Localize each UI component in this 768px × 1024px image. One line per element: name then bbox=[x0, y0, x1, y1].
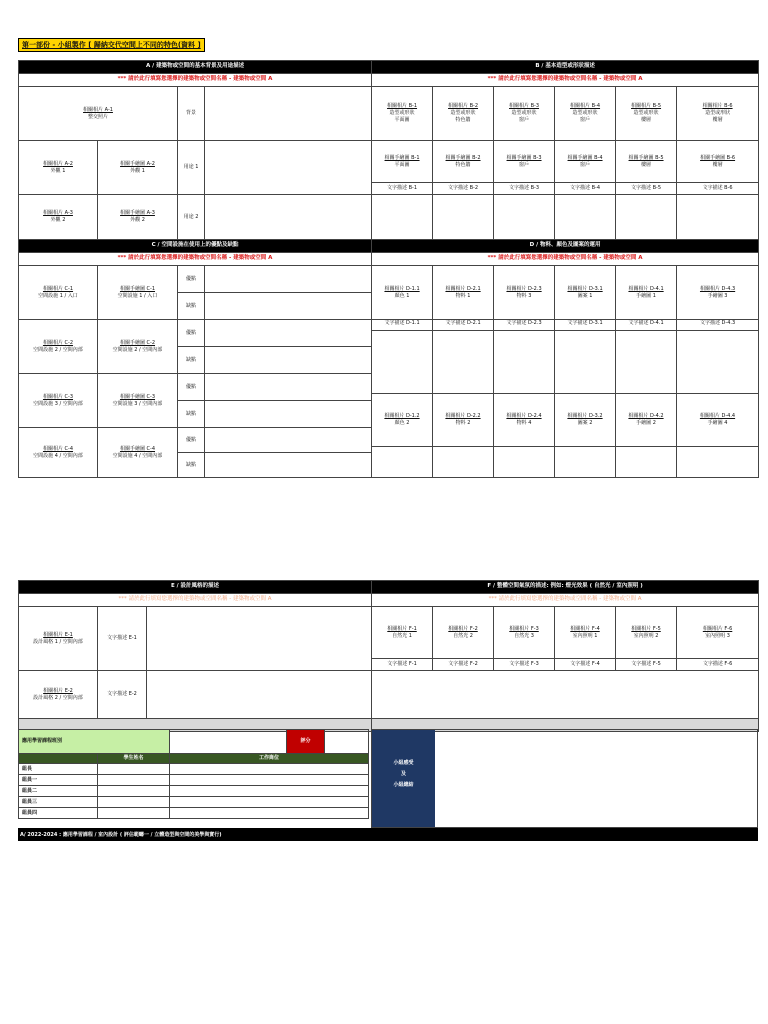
photo-d24-sub: 物料 4 bbox=[516, 420, 532, 426]
role-member-1: 組員一 bbox=[19, 775, 98, 786]
hand-b6-sub: 樓層 bbox=[712, 161, 723, 168]
hand-c4-label: 相關手繪圖 C-4 bbox=[119, 445, 156, 452]
name-field-1[interactable] bbox=[98, 775, 170, 786]
photo-f4-label: 相關相片 F-4 bbox=[570, 625, 600, 632]
photo-b4-sub: 造型或形狀 bbox=[572, 110, 598, 117]
photo-d21-sub: 物料 1 bbox=[455, 292, 471, 299]
hand-b2-sub: 特色牆 bbox=[455, 161, 471, 168]
photo-b5-sub2: 樓層 bbox=[641, 116, 652, 123]
hand-c4-sub: 空間設施 4 / 空間內部 bbox=[112, 452, 163, 459]
photo-e1-label: 相關相片 E-1 bbox=[43, 631, 73, 638]
photo-a2-sub: 外觀 1 bbox=[50, 167, 66, 174]
photo-a2-label: 相關相片 A-2 bbox=[43, 160, 73, 167]
class-label: 應用學習課程班別 bbox=[19, 730, 170, 754]
text-b1: 文字描述 B-1 bbox=[372, 183, 433, 195]
hand-b5-sub: 樓層 bbox=[641, 161, 652, 168]
role-field-1[interactable] bbox=[170, 775, 369, 786]
photo-d43[interactable] bbox=[677, 266, 759, 320]
photo-f4-sub: 室內照明 1 bbox=[572, 632, 598, 639]
photo-c3[interactable] bbox=[19, 374, 98, 428]
role-field-3[interactable] bbox=[170, 797, 369, 808]
hand-b1-sub: 平面圖 bbox=[394, 161, 410, 168]
use-1-field[interactable] bbox=[205, 141, 372, 195]
c3-con-label: 缺點 bbox=[178, 401, 205, 428]
photo-d24[interactable] bbox=[494, 394, 555, 447]
photo-b1-label: 相關相片 B-1 bbox=[387, 103, 418, 110]
text-b6-field[interactable] bbox=[677, 195, 759, 240]
role-field-0[interactable] bbox=[170, 764, 369, 775]
photo-d23[interactable] bbox=[494, 266, 555, 320]
photo-b2[interactable] bbox=[433, 87, 494, 141]
photo-a1[interactable] bbox=[19, 87, 178, 141]
photo-c3-sub: 空間設施 3 / 空間內部 bbox=[33, 400, 83, 407]
section-a-header: A / 建築物或空間的基本背景及用途描述 bbox=[19, 61, 372, 74]
reflection-label-1: 小組感受 bbox=[393, 760, 414, 766]
photo-c4[interactable] bbox=[19, 428, 98, 478]
text-f3: 文字描述 F-3 bbox=[494, 659, 555, 671]
photo-d41[interactable] bbox=[616, 266, 677, 320]
photo-d42-label: 相關相片 D-4.2 bbox=[628, 413, 664, 420]
photo-b3-sub: 造型或形狀 bbox=[511, 110, 537, 117]
hand-a2-label: 相關手繪圖 A-2 bbox=[120, 160, 155, 167]
photo-d44-label: 相關相片 D-4.4 bbox=[699, 413, 736, 420]
c2-pro-label: 優點 bbox=[178, 320, 205, 347]
text-b1-field[interactable] bbox=[372, 195, 433, 240]
role-leader: 組長 bbox=[19, 764, 98, 775]
role-member-2: 組員二 bbox=[19, 786, 98, 797]
c2-con-field[interactable] bbox=[205, 347, 372, 374]
hand-a2[interactable] bbox=[98, 141, 178, 195]
c4-con-field[interactable] bbox=[205, 453, 372, 478]
hand-b2-label: 相關手繪圖 B-2 bbox=[445, 154, 481, 161]
photo-a2[interactable] bbox=[19, 141, 98, 195]
text-b2-field[interactable] bbox=[433, 195, 494, 240]
hand-c3[interactable] bbox=[98, 374, 178, 428]
photo-f5[interactable] bbox=[616, 607, 677, 659]
page-title: 第一部份 - 小組製作 [ 歸納交代空間上不同的特色(資料 ] bbox=[18, 38, 205, 52]
photo-f2-label: 相關相片 F-2 bbox=[448, 625, 478, 632]
photo-b6-label: 相關相片 B-6 bbox=[702, 103, 733, 110]
photo-b6-sub: 造型或形狀 bbox=[705, 110, 731, 117]
use-2-field[interactable] bbox=[205, 195, 372, 240]
photo-b3[interactable] bbox=[494, 87, 555, 141]
hand-a3[interactable] bbox=[98, 195, 178, 240]
photo-d42-sub: 手繪圖 2 bbox=[636, 420, 656, 426]
hand-a2-sub: 外觀 1 bbox=[130, 167, 145, 174]
team-table bbox=[18, 729, 369, 819]
c4-pro-label: 優點 bbox=[178, 428, 205, 453]
photo-d44[interactable] bbox=[677, 394, 759, 447]
section-c-header: C / 空間設施在使用上的優點及缺點 bbox=[19, 240, 372, 253]
photo-b1-sub: 造型或形狀 bbox=[389, 110, 415, 117]
hand-b4-sub: 窗戶 bbox=[580, 161, 591, 168]
photo-a3[interactable] bbox=[19, 195, 98, 240]
d-photo-row-2 bbox=[371, 393, 759, 447]
photo-c4-sub: 空間設施 4 / 空間內部 bbox=[33, 452, 83, 459]
c2-con-label: 缺點 bbox=[178, 347, 205, 374]
text-f-field[interactable] bbox=[372, 671, 759, 719]
hand-b3-label: 相關手繪圖 B-3 bbox=[506, 154, 542, 161]
photo-b1-sub2: 平面圖 bbox=[394, 116, 410, 123]
photo-d12[interactable] bbox=[372, 394, 433, 447]
reflection-box[interactable] bbox=[371, 729, 758, 828]
hand-b6-label: 相關手繪圖 B-6 bbox=[700, 154, 736, 161]
photo-f6[interactable] bbox=[677, 607, 759, 659]
photo-b3-sub2: 窗戶 bbox=[519, 116, 530, 123]
photo-a3-sub: 外觀 2 bbox=[50, 217, 66, 223]
photo-e2-label: 相關相片 E-2 bbox=[43, 687, 73, 694]
photo-d41-sub: 手繪圖 1 bbox=[636, 292, 656, 299]
photo-b6[interactable] bbox=[677, 87, 759, 141]
hand-b1[interactable] bbox=[372, 141, 433, 183]
text-b6: 文字描述 B-6 bbox=[677, 183, 759, 195]
text-b3: 文字描述 B-3 bbox=[494, 183, 555, 195]
photo-d31-sub: 圖案 1 bbox=[577, 292, 593, 299]
photo-d11-label: 相關相片 D-1.1 bbox=[384, 285, 420, 292]
c1-con-label: 缺點 bbox=[178, 293, 205, 320]
hand-c3-label: 相關手繪圖 C-3 bbox=[119, 393, 156, 400]
photo-f2-sub: 自然光 2 bbox=[453, 632, 473, 639]
photo-b4-sub2: 窗戶 bbox=[580, 116, 591, 123]
photo-c2[interactable] bbox=[19, 320, 98, 374]
photo-d31-label: 相關相片 D-3.1 bbox=[567, 285, 603, 292]
class-field[interactable] bbox=[170, 730, 287, 754]
text-d21-label: 文字描述 D-2.1 bbox=[433, 320, 493, 331]
c4-con-label: 缺點 bbox=[178, 453, 205, 478]
photo-d22-label: 相關相片 D-2.2 bbox=[445, 413, 481, 420]
photo-a3-label: 相關相片 A-3 bbox=[43, 210, 73, 217]
hand-b1-label: 相關手繪圖 B-1 bbox=[384, 154, 420, 161]
section-c-note[interactable]: *** 請於此行填寫您選擇的建築物或空間名稱 - 建築物或空間 A bbox=[19, 253, 372, 266]
photo-d23-sub: 物料 3 bbox=[516, 292, 532, 299]
name-field-4[interactable] bbox=[98, 808, 170, 819]
use-1-label: 用途 1 bbox=[178, 141, 205, 195]
c1-pro-label: 優點 bbox=[178, 266, 205, 293]
section-b-note[interactable]: *** 請於此行填寫您選擇的建築物或空間名稱 - 建築物或空間 A bbox=[372, 74, 759, 87]
text-f6: 文字描述 F-6 bbox=[677, 659, 759, 671]
hand-c1-sub: 空間設施 1 / 入口 bbox=[117, 292, 158, 299]
photo-d42[interactable] bbox=[616, 394, 677, 447]
photo-f3-sub: 自然光 3 bbox=[514, 632, 534, 639]
c3-pro-field[interactable] bbox=[205, 374, 372, 401]
hand-c1-label: 相關手繪圖 C-1 bbox=[119, 285, 156, 292]
bottom-table bbox=[18, 580, 759, 732]
score-label: 評分 bbox=[287, 730, 325, 754]
photo-b2-sub2: 特色牆 bbox=[455, 116, 471, 123]
hand-b6[interactable] bbox=[677, 141, 759, 183]
photo-d32-label: 相關相片 D-3.2 bbox=[567, 413, 603, 420]
photo-e2-sub: 設計風格 2 / 空間內部 bbox=[33, 694, 83, 701]
text-d41-label: 文字描述 D-4.1 bbox=[616, 320, 676, 331]
c3-pro-label: 優點 bbox=[178, 374, 205, 401]
photo-a1-sub: 整交照片 bbox=[87, 113, 108, 120]
photo-e2[interactable] bbox=[19, 671, 98, 719]
photo-d23-label: 相關相片 D-2.3 bbox=[506, 285, 542, 292]
text-e2-field[interactable] bbox=[147, 671, 372, 719]
hand-c1[interactable] bbox=[98, 266, 178, 320]
name-field-0[interactable] bbox=[98, 764, 170, 775]
text-e1-label: 文字描述 E-1 bbox=[98, 607, 147, 671]
hand-b4[interactable] bbox=[555, 141, 616, 183]
hand-c2[interactable] bbox=[98, 320, 178, 374]
role-member-4: 組員四 bbox=[19, 808, 98, 819]
photo-d41-label: 相關相片 D-4.1 bbox=[628, 285, 664, 292]
hand-c2-sub: 空間設施 2 / 空間內部 bbox=[112, 346, 163, 353]
photo-c1-sub: 空間設施 1 / 入口 bbox=[38, 292, 78, 299]
photo-c2-sub: 空間設施 2 / 空間內部 bbox=[33, 346, 83, 353]
section-a-note[interactable]: *** 請於此行填寫您選擇的建築物或空間名稱 - 建築物或空間 A bbox=[19, 74, 372, 87]
role-field-4[interactable] bbox=[170, 808, 369, 819]
photo-d21-label: 相關相片 D-2.1 bbox=[445, 285, 481, 292]
photo-c1-label: 相關相片 C-1 bbox=[42, 285, 74, 292]
photo-f6-label: 相關相片 F-6 bbox=[702, 625, 733, 632]
photo-b5-label: 相關相片 B-5 bbox=[631, 103, 662, 110]
text-b3-field[interactable] bbox=[494, 195, 555, 240]
photo-b6-sub2: 樓層 bbox=[712, 116, 723, 123]
text-b4: 文字描述 B-4 bbox=[555, 183, 616, 195]
photo-d11[interactable] bbox=[372, 266, 433, 320]
photo-c4-label: 相關相片 C-4 bbox=[42, 445, 74, 452]
photo-d24-label: 相關相片 D-2.4 bbox=[506, 413, 542, 420]
photo-d12-label: 相關相片 D-1.2 bbox=[384, 413, 420, 420]
team-corner bbox=[19, 754, 98, 764]
section-f-header: F / 整體空間氣氛的描述: 例如: 燈光效果 ( 自然光 / 室內照明 ) bbox=[372, 581, 759, 594]
photo-b3-label: 相關相片 B-3 bbox=[509, 103, 540, 110]
photo-f1[interactable] bbox=[372, 607, 433, 659]
photo-f5-label: 相關相片 F-5 bbox=[631, 625, 661, 632]
photo-f1-label: 相關相片 F-1 bbox=[387, 625, 417, 632]
hand-a3-label: 相關手繪圖 A-3 bbox=[120, 210, 155, 217]
hand-b5[interactable] bbox=[616, 141, 677, 183]
photo-d12-sub: 顏色 2 bbox=[394, 420, 410, 426]
text-b5: 文字描述 B-5 bbox=[616, 183, 677, 195]
c2-pro-field[interactable] bbox=[205, 320, 372, 347]
hand-b3[interactable] bbox=[494, 141, 555, 183]
col-student-name: 學生姓名 bbox=[98, 754, 170, 764]
hand-b4-label: 相關手繪圖 B-4 bbox=[567, 154, 603, 161]
photo-f6-sub: 室內照明 3 bbox=[705, 632, 730, 639]
photo-b4[interactable] bbox=[555, 87, 616, 141]
photo-d43-label: 相關相片 D-4.3 bbox=[699, 285, 736, 292]
photo-d44-sub: 手繪圖 4 bbox=[707, 420, 728, 426]
text-e1-field[interactable] bbox=[147, 607, 372, 671]
text-b5-field[interactable] bbox=[616, 195, 677, 240]
photo-b5-sub: 造型或形狀 bbox=[633, 110, 659, 117]
text-d31-label: 文字描述 D-3.1 bbox=[555, 320, 615, 331]
photo-f3[interactable] bbox=[494, 607, 555, 659]
text-b2: 文字描述 B-2 bbox=[433, 183, 494, 195]
col-role: 工作崗位 bbox=[170, 754, 369, 764]
photo-d21[interactable] bbox=[433, 266, 494, 320]
text-d11-label: 文字描述 D-1.1 bbox=[372, 320, 432, 331]
photo-d43-sub: 手繪圖 3 bbox=[707, 292, 728, 299]
photo-e1[interactable] bbox=[19, 607, 98, 671]
c3-con-field[interactable] bbox=[205, 401, 372, 428]
reflection-label bbox=[372, 730, 435, 827]
photo-b5[interactable] bbox=[616, 87, 677, 141]
c1-con-field[interactable] bbox=[205, 293, 372, 320]
c1-pro-field[interactable] bbox=[205, 266, 372, 293]
section-d-header: D / 物料、顏色及圖案的運用 bbox=[372, 240, 759, 253]
photo-c3-label: 相關相片 C-3 bbox=[42, 393, 74, 400]
c4-pro-field[interactable] bbox=[205, 428, 372, 453]
hand-b2[interactable] bbox=[433, 141, 494, 183]
photo-f2[interactable] bbox=[433, 607, 494, 659]
photo-a1-label: 相關相片 A-1 bbox=[83, 106, 113, 113]
photo-f4[interactable] bbox=[555, 607, 616, 659]
text-f4: 文字描述 F-4 bbox=[555, 659, 616, 671]
photo-d32-sub: 圖案 2 bbox=[577, 420, 593, 426]
photo-b4-label: 相關相片 B-4 bbox=[570, 103, 601, 110]
photo-b2-sub: 造型或形狀 bbox=[450, 110, 476, 117]
photo-e1-sub: 設計風格 1 / 空間內部 bbox=[33, 638, 83, 645]
photo-b2-label: 相關相片 B-2 bbox=[448, 103, 479, 110]
text-d23-label: 文字描述 D-2.3 bbox=[494, 320, 554, 331]
section-d-note[interactable]: *** 請於此行填寫您選擇的建築物或空間名稱 - 建築物或空間 A bbox=[372, 253, 759, 266]
text-d43-label: 文字描述 D-4.3 bbox=[677, 320, 758, 331]
section-e-note[interactable]: *** 請於此行填寫您選擇的建築物或空間名稱 - 建築物或空間 A bbox=[19, 594, 372, 607]
hand-c3-sub: 空間設施 3 / 空間內部 bbox=[112, 400, 163, 407]
photo-d22-sub: 物料 2 bbox=[455, 420, 471, 426]
photo-c1[interactable] bbox=[19, 266, 98, 320]
hand-b3-sub: 窗戶 bbox=[519, 161, 530, 168]
role-field-2[interactable] bbox=[170, 786, 369, 797]
photo-b1[interactable] bbox=[372, 87, 433, 141]
photo-d11-sub: 顏色 1 bbox=[394, 292, 410, 299]
text-f2: 文字描述 F-2 bbox=[433, 659, 494, 671]
photo-d22[interactable] bbox=[433, 394, 494, 447]
use-2-label: 用途 2 bbox=[178, 195, 205, 240]
section-e-header: E / 設計風格的描述 bbox=[19, 581, 372, 594]
hand-b5-label: 相關手繪圖 B-5 bbox=[628, 154, 664, 161]
text-e2-label: 文字描述 E-2 bbox=[98, 671, 147, 719]
text-f1: 文字描述 F-1 bbox=[372, 659, 433, 671]
reflection-label-3: 小組總結 bbox=[393, 782, 414, 788]
section-f-note[interactable]: *** 請於此行填寫您選擇的建築物或空間名稱 - 建築物或空間 A bbox=[372, 594, 759, 607]
text-f5: 文字描述 F-5 bbox=[616, 659, 677, 671]
photo-f5-sub: 室內照明 2 bbox=[633, 632, 659, 639]
name-field-3[interactable] bbox=[98, 797, 170, 808]
photo-d32[interactable] bbox=[555, 394, 616, 447]
name-field-2[interactable] bbox=[98, 786, 170, 797]
photo-f1-sub: 自然光 1 bbox=[392, 632, 412, 639]
hand-c4[interactable] bbox=[98, 428, 178, 478]
reflection-label-2: 及 bbox=[400, 771, 406, 777]
role-member-3: 組員三 bbox=[19, 797, 98, 808]
photo-f3-label: 相關相片 F-3 bbox=[509, 625, 539, 632]
hand-c2-label: 相關手繪圖 C-2 bbox=[119, 339, 156, 346]
bg-label: 背景 bbox=[178, 87, 205, 141]
text-b4-field[interactable] bbox=[555, 195, 616, 240]
section-b-header: B / 基本造型或形狀描述 bbox=[372, 61, 759, 74]
score-field[interactable] bbox=[325, 730, 369, 754]
footer-bar: A/ 2022-2024 : 應用學習課程 / 室內設計 ( 評估範疇一 / 立體造型與空間的美學與實行) bbox=[18, 828, 758, 841]
hand-a3-sub: 外觀 2 bbox=[130, 217, 145, 223]
photo-c2-label: 相關相片 C-2 bbox=[42, 339, 74, 346]
bg-field[interactable] bbox=[205, 87, 372, 141]
photo-d31[interactable] bbox=[555, 266, 616, 320]
